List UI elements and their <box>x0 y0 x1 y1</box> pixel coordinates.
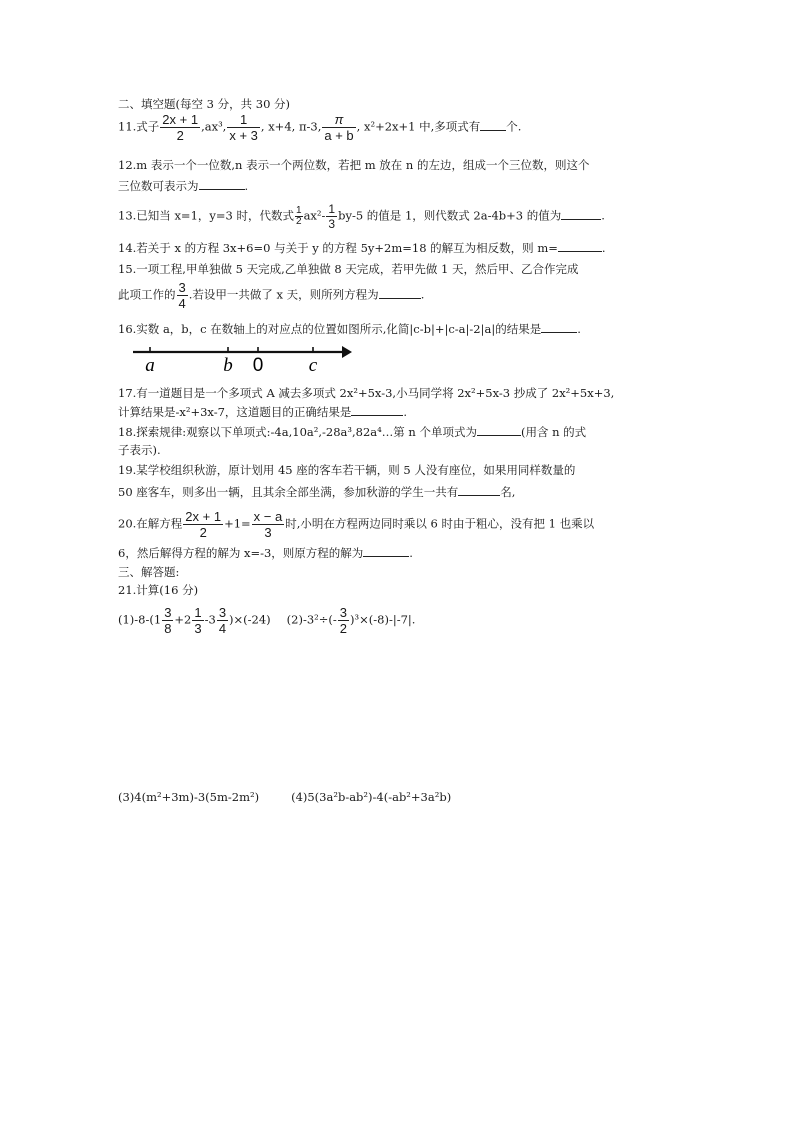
q13-fraction-1 <box>295 206 303 227</box>
q13-f2-denominator: 3 <box>328 217 336 231</box>
q15-text-1: 此项工作的 <box>118 287 176 302</box>
question-17-line-1: 17.有一道题目是一个多项式 A 减去多项式 2x²+5x-3,小马同学将 2x²+5x-3 抄成了 2x²+5x+3, <box>118 386 615 400</box>
q13-answer-blank[interactable] <box>561 209 601 220</box>
q15-text-2: .若设甲一共做了 x 天，则所列方程为 <box>188 287 379 302</box>
q16-end: . <box>577 322 581 336</box>
q20-text-2: +1= <box>224 516 251 531</box>
q21-p1-text-2: +2 <box>174 612 192 627</box>
q15-fraction <box>177 281 188 310</box>
question-15-line-2 <box>118 281 424 310</box>
section-2-title: 二、填空题(每空 3 分，共 30 分) <box>118 97 291 111</box>
q21-part-3: (3)4(m²+3m)-3(5m-2m²) <box>118 790 260 804</box>
q11-f2-numerator: 1 <box>227 113 260 128</box>
q21-p2-text-1: (2)-3²÷(- <box>286 612 337 627</box>
question-12-line-2 <box>118 179 248 193</box>
q16-answer-blank[interactable] <box>541 322 577 333</box>
question-19-line-1: 19.某学校组织秋游，原计划用 45 座的客车若干辆，则 5 人没有座位，如果用同样数量的 <box>118 463 576 477</box>
q21-f2-denominator: 3 <box>194 621 202 636</box>
q18-text-2: (用含 n 的式 <box>520 425 587 439</box>
q15-answer-blank[interactable] <box>379 288 421 299</box>
q11-answer-blank[interactable] <box>480 120 506 131</box>
q17-text: 计算结果是-x²+3x-7，这道题目的正确结果是 <box>118 405 352 419</box>
q12-answer-blank[interactable] <box>199 179 245 190</box>
q11-f1-numerator: 2x + 1 <box>162 112 199 127</box>
q11-f3-numerator: π <box>322 113 355 128</box>
q21-p1-text-4: )×(-24) <box>229 612 271 627</box>
question-14 <box>118 241 606 255</box>
q11-text-2: , x+4, π-3, <box>260 119 322 134</box>
q13-f2-numerator: 1 <box>328 202 336 216</box>
q12-end: . <box>244 179 249 193</box>
label-zero: 0 <box>252 355 264 374</box>
q20-text-3: 时,小明在方程两边同时乘以 6 时由于粗心，没有把 1 也乘以 <box>285 516 595 531</box>
q13-f1-numerator: 1 <box>296 205 302 216</box>
q20-f2-numerator: x − a <box>253 509 283 524</box>
number-line-arrow <box>342 346 352 358</box>
q14-text: 14.若关于 x 的方程 3x+6=0 与关于 y 的方程 5y+2m=18 的解互为相反数，则 m= <box>118 241 558 255</box>
question-17-line-2 <box>118 405 407 419</box>
q21-f1-denominator: 8 <box>164 621 172 636</box>
q20-answer-blank[interactable] <box>363 546 409 557</box>
q21-fraction-3 <box>217 606 228 635</box>
question-16 <box>118 322 581 336</box>
q13-text-1: 13.已知当 x=1，y=3 时，代数式 <box>118 208 294 223</box>
question-13 <box>118 203 605 230</box>
q17-answer-blank[interactable] <box>351 405 403 416</box>
q20-f1-numerator: 2x + 1 <box>185 509 222 524</box>
question-12-line-1: 12.m 表示一个一位数,n 表示一个两位数，若把 m 放在 n 的左边，组成一个三位数，则这个 <box>118 158 590 172</box>
q21-p2-text-2: )³×(-8)-|-7|. <box>350 612 416 627</box>
q13-end: . <box>601 208 605 223</box>
question-15-line-1: 15.一项工程,甲单独做 5 天完成,乙单独做 8 天完成，若甲先做 1 天，然后甲、乙合作完成 <box>118 262 579 276</box>
question-21-title: 21.计算(16 分) <box>118 583 199 597</box>
question-21-part-3-4 <box>118 790 451 804</box>
question-21-part-1-2 <box>118 606 415 635</box>
q11-prefix: 11.式子 <box>118 119 160 134</box>
q11-fraction-1 <box>160 113 200 142</box>
q21-f4-denominator: 2 <box>339 621 348 636</box>
q13-text-3: by-5 的值是 1，则代数式 2a-4b+3 的值为 <box>338 208 562 223</box>
q13-f1-denominator: 2 <box>296 216 302 227</box>
q21-fraction-2 <box>192 606 203 635</box>
q20-text-1: 20.在解方程 <box>118 516 183 531</box>
q21-f3-denominator: 4 <box>218 621 227 636</box>
q20-fraction-2 <box>252 510 285 539</box>
q21-part-4: (4)5(3a²b-ab²)-4(-ab²+3a²b) <box>291 790 452 804</box>
q11-f1-denominator: 2 <box>176 128 184 143</box>
q21-f2-numerator: 1 <box>194 605 202 620</box>
q14-answer-blank[interactable] <box>558 241 602 252</box>
q21-fraction-1 <box>162 606 173 635</box>
q15-end: . <box>420 287 425 302</box>
q11-fraction-3 <box>322 113 355 142</box>
number-line <box>130 340 355 374</box>
q12-text: 三位数可表示为 <box>118 179 199 193</box>
q11-text-4: 个. <box>506 119 522 134</box>
question-20-line-2 <box>118 546 413 560</box>
q11-f3-denominator: a + b <box>324 128 354 143</box>
q15-f-denominator: 4 <box>178 296 186 311</box>
q20-fraction-1 <box>183 510 223 539</box>
q11-text-1: ,ax³, <box>201 119 227 134</box>
q13-text-2: ax²- <box>303 208 326 223</box>
question-19-line-2 <box>118 485 515 499</box>
q21-f4-numerator: 3 <box>339 605 348 620</box>
section-3-title: 三、解答题: <box>118 565 180 579</box>
q21-p1-text-1: (1)-8-(1 <box>118 612 162 627</box>
q21-f1-numerator: 3 <box>164 605 172 620</box>
q11-f2-denominator: x + 3 <box>229 128 258 143</box>
q18-answer-blank[interactable] <box>477 425 521 436</box>
q11-fraction-2 <box>227 113 260 142</box>
q18-text-1: 18.探索规律:观察以下单项式:-4a,10a²,-28a³,82a⁴…第 n 个单项式为 <box>118 425 477 439</box>
q20-f2-denominator: 3 <box>264 525 272 540</box>
q15-f-numerator: 3 <box>178 280 186 295</box>
question-11 <box>118 113 521 142</box>
q14-end: . <box>601 241 606 255</box>
q11-text-3: , x²+2x+1 中,多项式有 <box>356 119 481 134</box>
q19-end: 名, <box>500 485 516 499</box>
q21-p1-text-3: -3 <box>204 612 216 627</box>
q20-f1-denominator: 2 <box>199 525 207 540</box>
q21-fraction-4 <box>338 606 349 635</box>
label-b: b <box>223 355 233 374</box>
q16-text: 16.实数 a，b，c 在数轴上的对应点的位置如图所示,化简|c-b|+|c-a|-2|a|的结果是 <box>118 322 542 336</box>
question-20-line-1 <box>118 510 594 539</box>
label-a: a <box>145 355 155 374</box>
q19-answer-blank[interactable] <box>458 485 500 496</box>
q20-text-4: 6，然后解得方程的解为 x=-3，则原方程的解为 <box>118 546 364 560</box>
question-18-line-1 <box>118 425 586 439</box>
q21-f3-numerator: 3 <box>218 605 227 620</box>
q19-text: 50 座客车，则多出一辆，且其余全部坐满，参加秋游的学生一共有 <box>118 485 459 499</box>
q17-end: . <box>403 405 408 419</box>
label-c: c <box>308 355 318 374</box>
question-18-line-2: 子表示). <box>118 443 161 457</box>
q13-fraction-2 <box>326 203 337 230</box>
q20-end: . <box>409 546 413 560</box>
